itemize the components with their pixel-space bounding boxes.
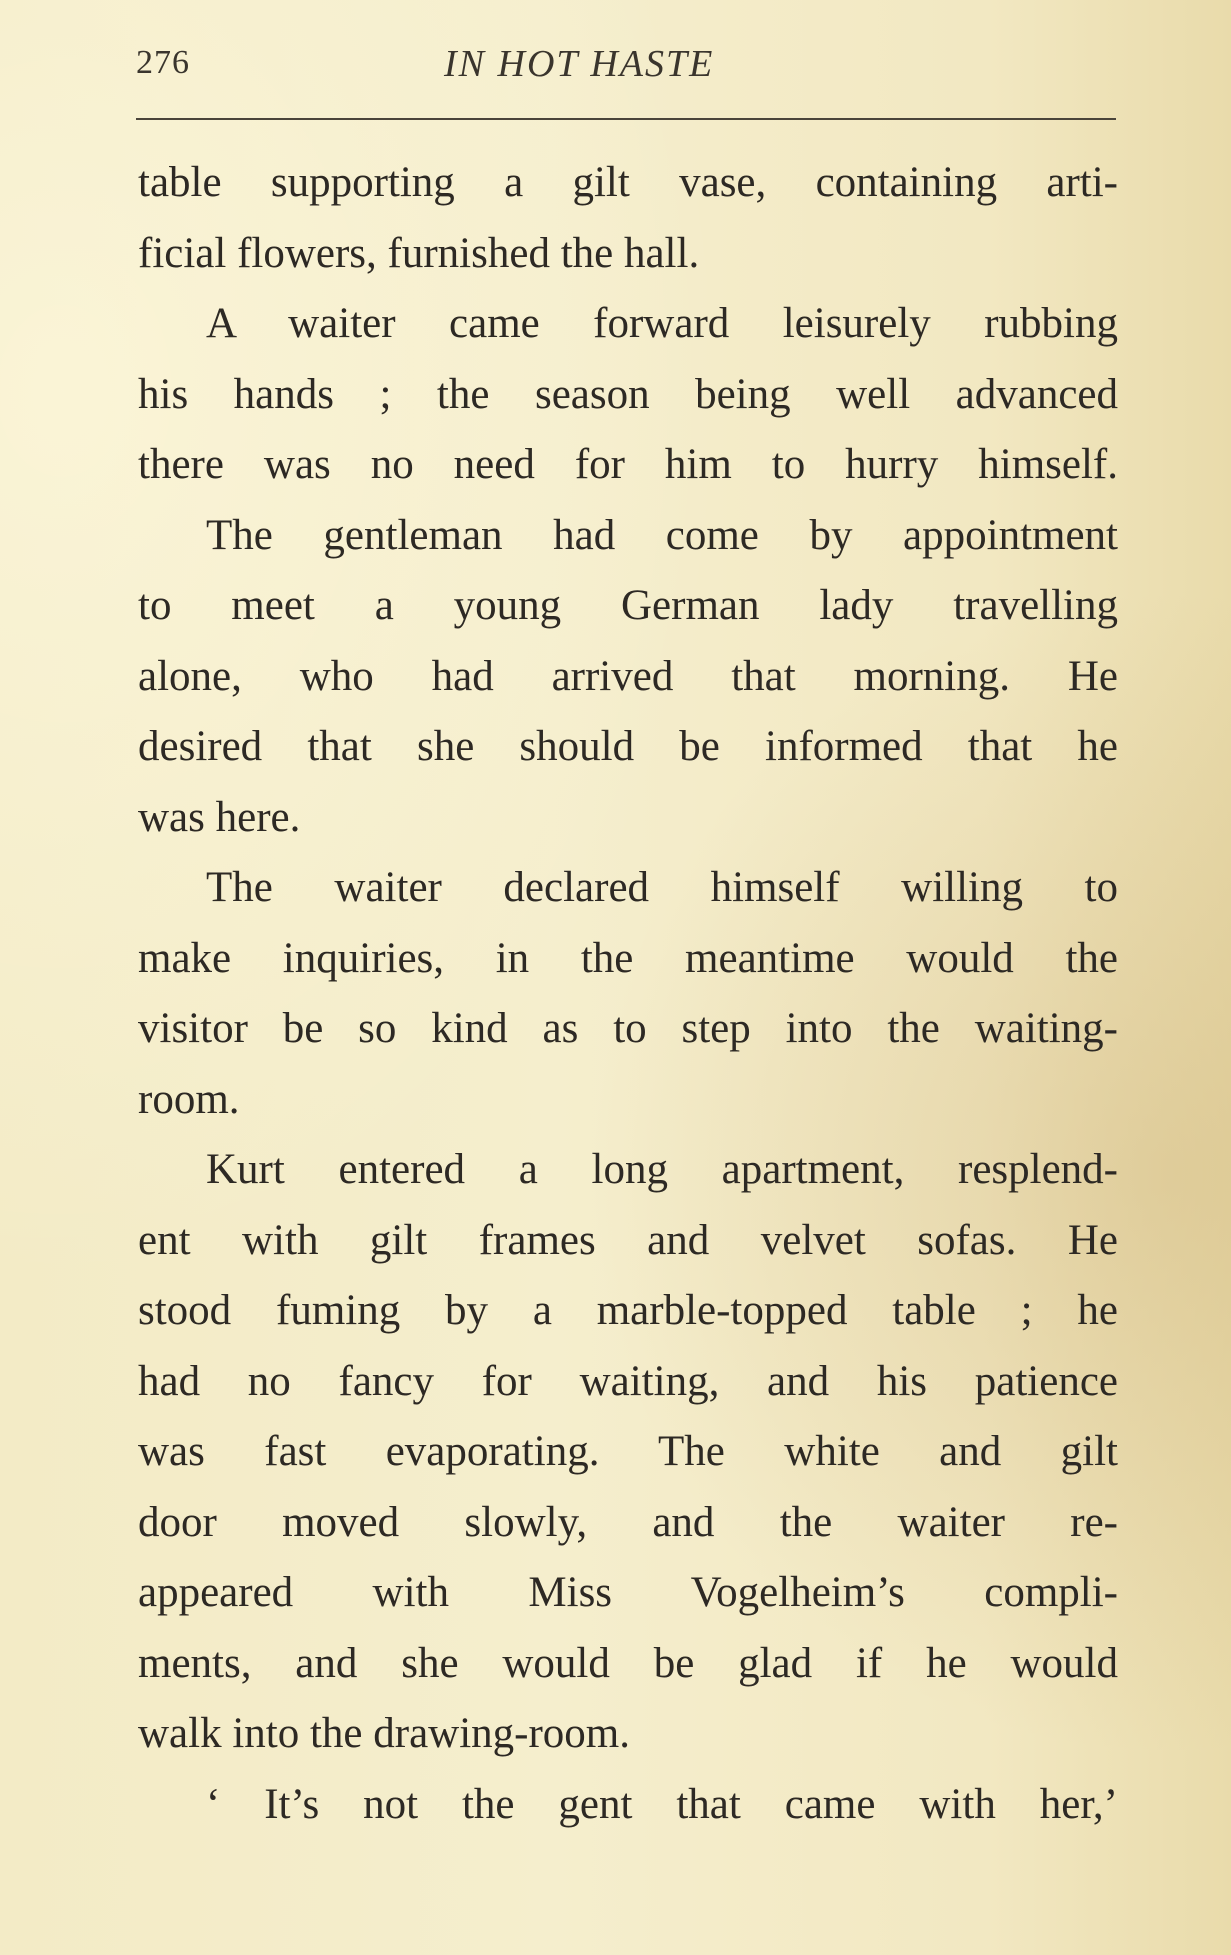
text-line: ‘ It’s not the gent that came with her,’: [206, 1780, 1118, 1828]
text-line: room.: [138, 1075, 240, 1123]
text-line: desired that she should be informed that he: [138, 723, 1118, 770]
text-line: visitor be so kind as to step into the waiting-: [138, 1005, 1118, 1052]
text-line: A waiter came forward leisurely rubbing: [206, 300, 1118, 347]
text-line: table supporting a gilt vase, containing arti-: [138, 159, 1118, 206]
text-line: ments, and she would be glad if he would: [138, 1639, 1118, 1687]
text-line: walk into the drawing-room.: [138, 1710, 631, 1757]
text-line: alone, who had arrived that morning. He: [138, 652, 1118, 700]
text-line: his hands ; the season being well advanced: [138, 370, 1118, 418]
text-line: make inquiries, in the meantime would the: [138, 934, 1118, 982]
text-line: ficial flowers, furnished the hall.: [138, 229, 700, 277]
header-rule: [136, 118, 1116, 120]
text-line: was fast evaporating. The white and gilt: [138, 1428, 1118, 1475]
text-line: The gentleman had come by appointment: [206, 511, 1118, 559]
running-title: IN HOT HASTE: [444, 43, 715, 85]
text-line: The waiter declared himself willing to: [206, 864, 1118, 911]
text-line: was here.: [138, 793, 301, 841]
text-line: stood fuming by a marble-topped table ; he: [138, 1287, 1118, 1334]
text-line: Kurt entered a long apartment, resplend-: [206, 1146, 1118, 1193]
text-line: had no fancy for waiting, and his patience: [138, 1357, 1118, 1405]
text-line: ent with gilt frames and velvet sofas. He: [138, 1216, 1118, 1264]
text-line: door moved slowly, and the waiter re-: [138, 1498, 1118, 1546]
body-text: [138, 148, 1118, 1840]
text-line: to meet a young German lady travelling: [138, 582, 1118, 629]
running-head: [136, 44, 1116, 94]
text-line: appeared with Miss Vogelheim’s compli-: [138, 1569, 1118, 1616]
text-line: there was no need for him to hurry himself.: [138, 441, 1118, 488]
page-number: 276: [136, 44, 190, 81]
